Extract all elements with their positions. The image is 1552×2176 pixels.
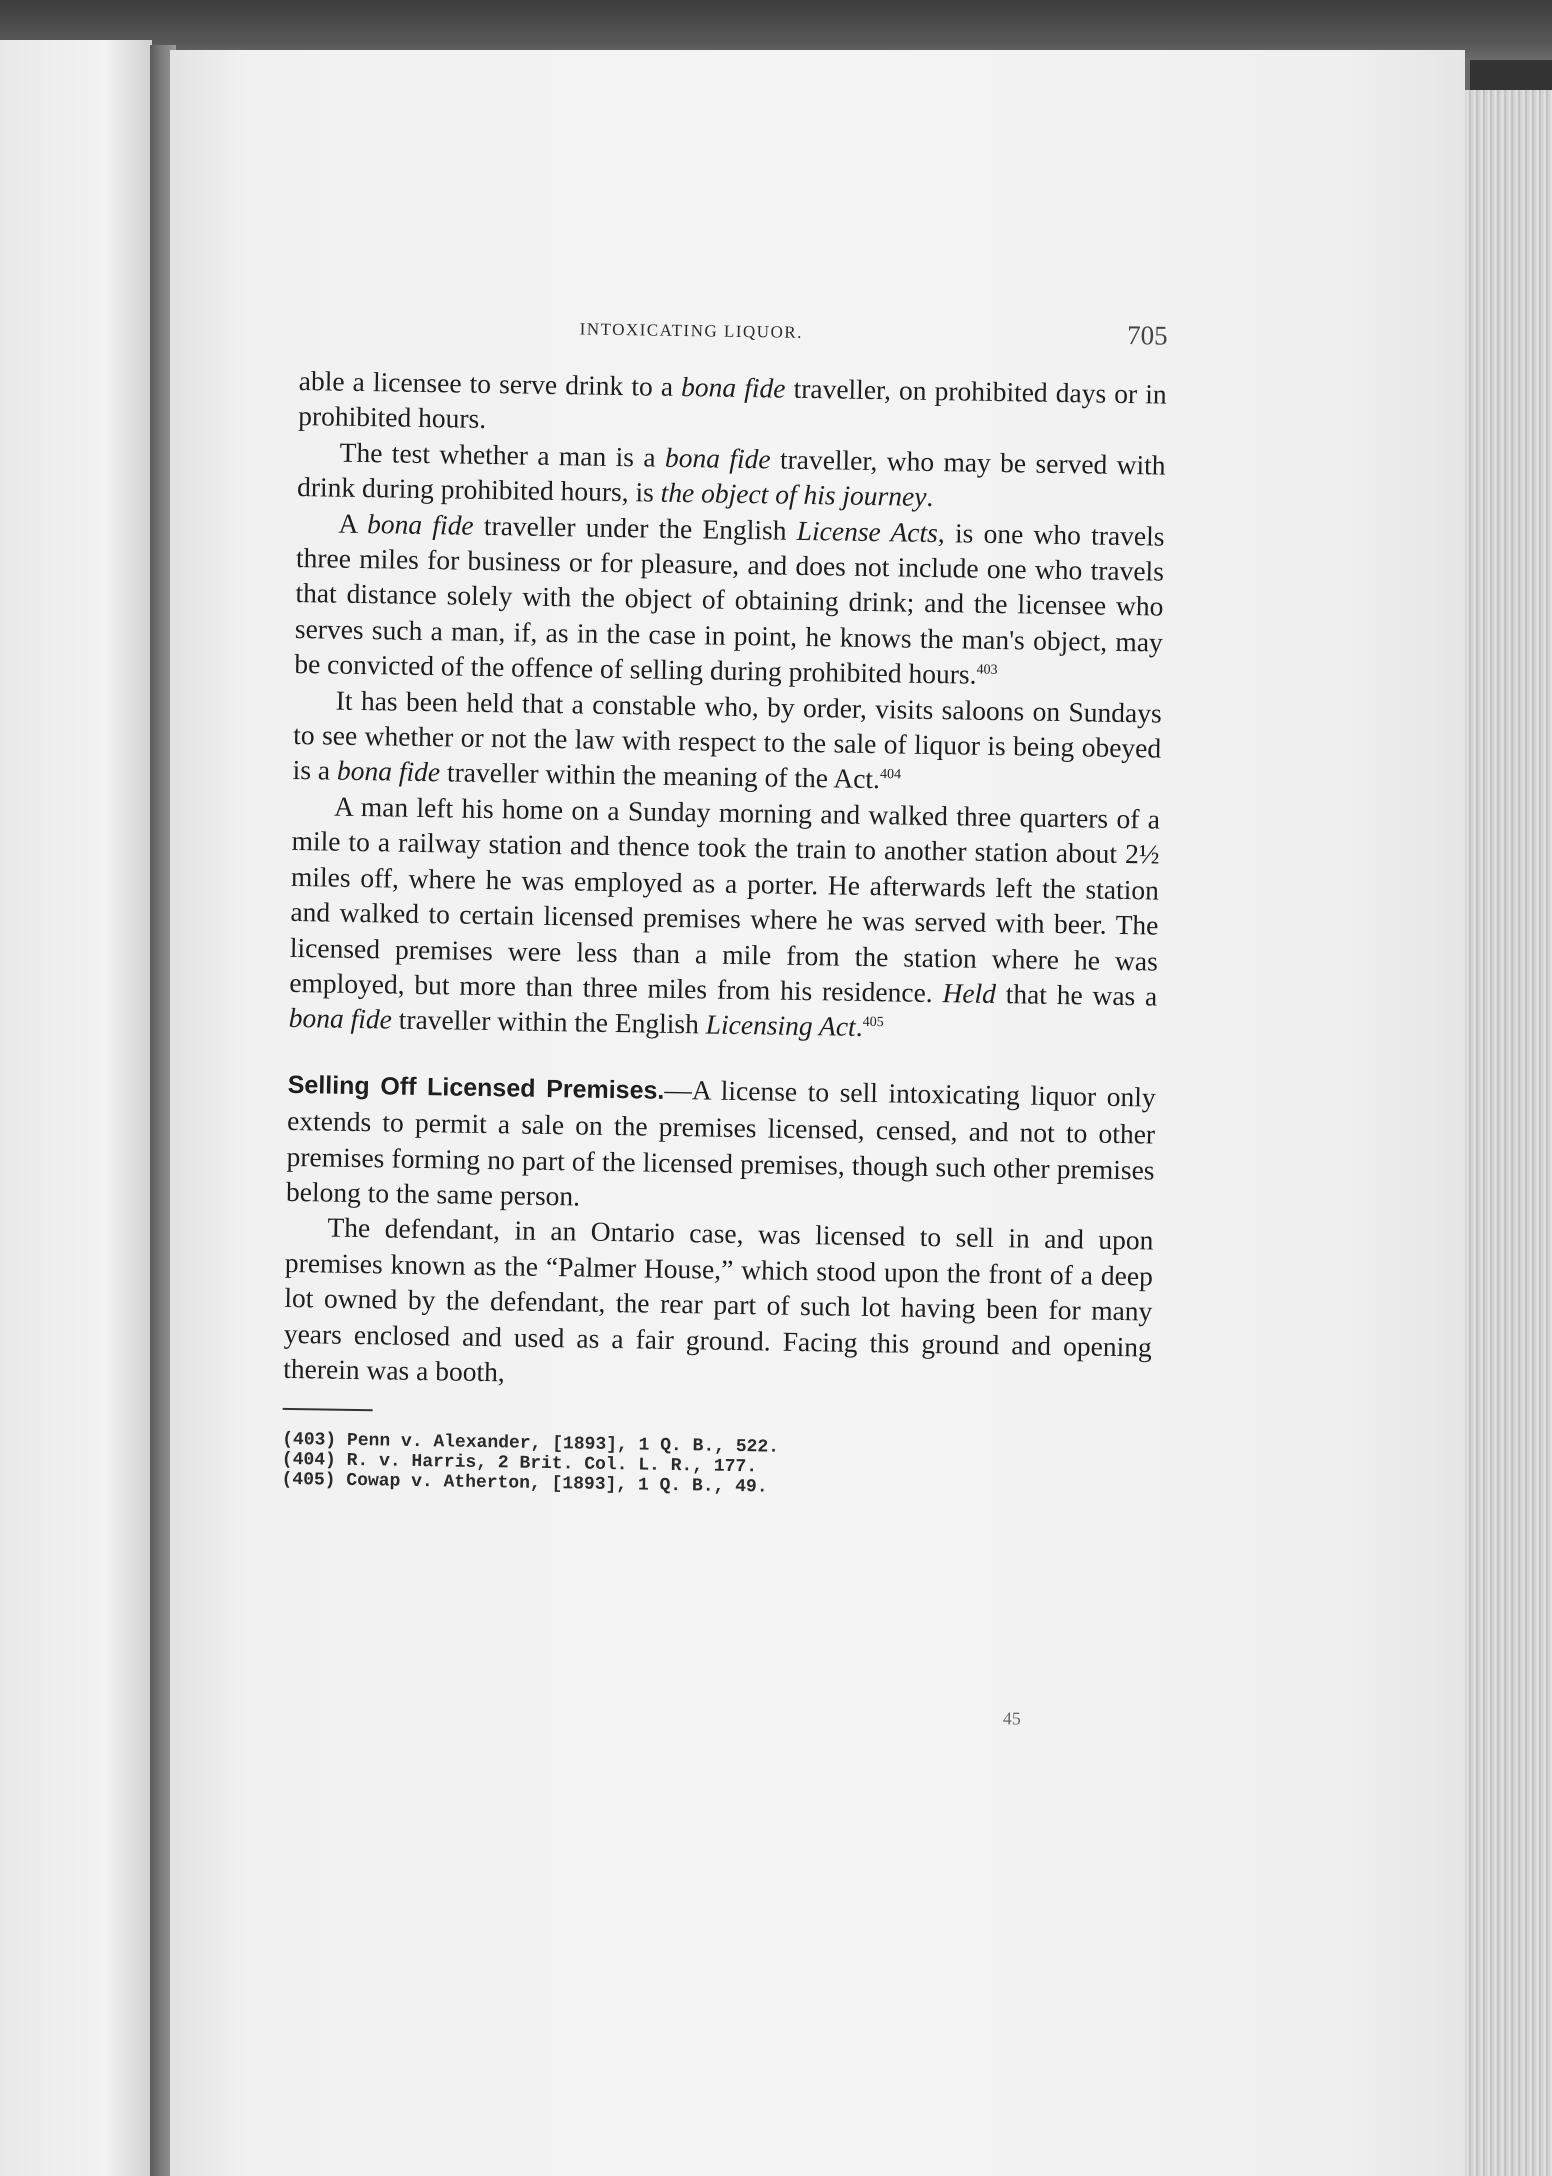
footnote-ref: 405 xyxy=(862,1015,884,1031)
text-run: . xyxy=(926,481,934,513)
text-run: that he was a xyxy=(995,977,1158,1012)
italic-text: bona fide xyxy=(288,1002,393,1035)
text-run: A man left his home on a Sunday morning and walked three quarters of a mile to a railway station and thence took the train to another station about 2½ miles off, where he was employed as a porter. He afterwards left the station and walked to certain licensed premises where he was served with beer. The licensed premises were less than a mile from the station where he was employed, but more than three miles from his residence. xyxy=(289,790,1161,1009)
paragraph xyxy=(292,682,1162,802)
paragraph xyxy=(298,363,1167,447)
footnote-404: (404) R. v. Harris, 2 Brit. Col. L. R., 177. xyxy=(281,1450,758,1478)
italic-text: the object of his journey xyxy=(660,476,927,513)
paragraph xyxy=(297,434,1166,518)
text-run: traveller, on prohibited days or in prohibited hours. xyxy=(298,372,1167,435)
text-run: The test whether a man is a xyxy=(339,436,666,473)
text-run: traveller, who may be served with drink during prohibited hours, is xyxy=(296,443,1166,508)
text-run: . xyxy=(855,1011,863,1043)
footnote-ref: 404 xyxy=(879,767,902,783)
footnote-403: (403) Penn v. Alexander, [1893], 1 Q. B., 522. xyxy=(282,1430,780,1459)
text-run: The defendant, in an Ontario case, was licensed to sell in and upon premises known as the “Palmer House,” which stood upon the front of a deep lot owned by the defendant, the rear part of such lot having been for many years enclosed and used as a fair ground. Facing this ground and opening therein was a booth, xyxy=(283,1211,1154,1388)
page-number: 705 xyxy=(1126,319,1168,351)
text-run: It has been held that a constable who, by order, visits saloons on Sundays to see whether or not the law with respect to the sale of liquor is being obeyed is a xyxy=(292,684,1162,787)
text-run: —A license to sell intoxicating liquor only extends to permit a sale on the premises licensed, censed, and not to other premises forming no part of the licensed premises, though such other premises belong to the same person. xyxy=(285,1073,1156,1212)
italic-text: Held xyxy=(942,977,997,1009)
section-heading: Selling Off Licensed Premises. xyxy=(287,1070,665,1105)
text-run: able a licensee to serve drink to a xyxy=(298,364,682,402)
italic-text: bona fide xyxy=(336,755,441,788)
italic-text: bona fide xyxy=(366,507,474,541)
footnote-rule xyxy=(283,1408,373,1411)
body-text xyxy=(283,363,1167,1400)
paragraph xyxy=(289,788,1161,1049)
italic-text: Licensing Act xyxy=(705,1008,856,1043)
page-edges xyxy=(1465,90,1552,2176)
page-content xyxy=(281,305,1168,1729)
text-run: traveller within the English xyxy=(391,1003,707,1040)
text-run: , is one who travels three miles for business or for pleasure, and does not include one who travels that distance solely with the object of obtaining drink; and the licensee who serves such a man, if, as in the case in point, he knows the man's object, may be convicted of the offence of selling during prohibited hours. xyxy=(294,516,1165,690)
footnote-405: (405) Cowap v. Atherton, [1893], 1 Q. B., 49. xyxy=(281,1470,768,1498)
paragraph xyxy=(283,1209,1154,1400)
italic-text: bona fide xyxy=(664,441,771,475)
text-run: traveller under the English xyxy=(473,509,798,546)
text-run: A xyxy=(338,507,368,539)
paragraph xyxy=(294,505,1165,696)
section-paragraph xyxy=(286,1066,1156,1223)
text-run: traveller within the meaning of the Act. xyxy=(439,756,881,795)
italic-text: License Acts xyxy=(796,514,939,548)
running-title: INTOXICATING LIQUOR. xyxy=(579,319,804,342)
italic-text: bona fide xyxy=(680,370,786,404)
facing-page xyxy=(0,40,152,2176)
signature-mark: 45 xyxy=(1002,1708,1022,1729)
footnote-ref: 403 xyxy=(976,662,998,679)
